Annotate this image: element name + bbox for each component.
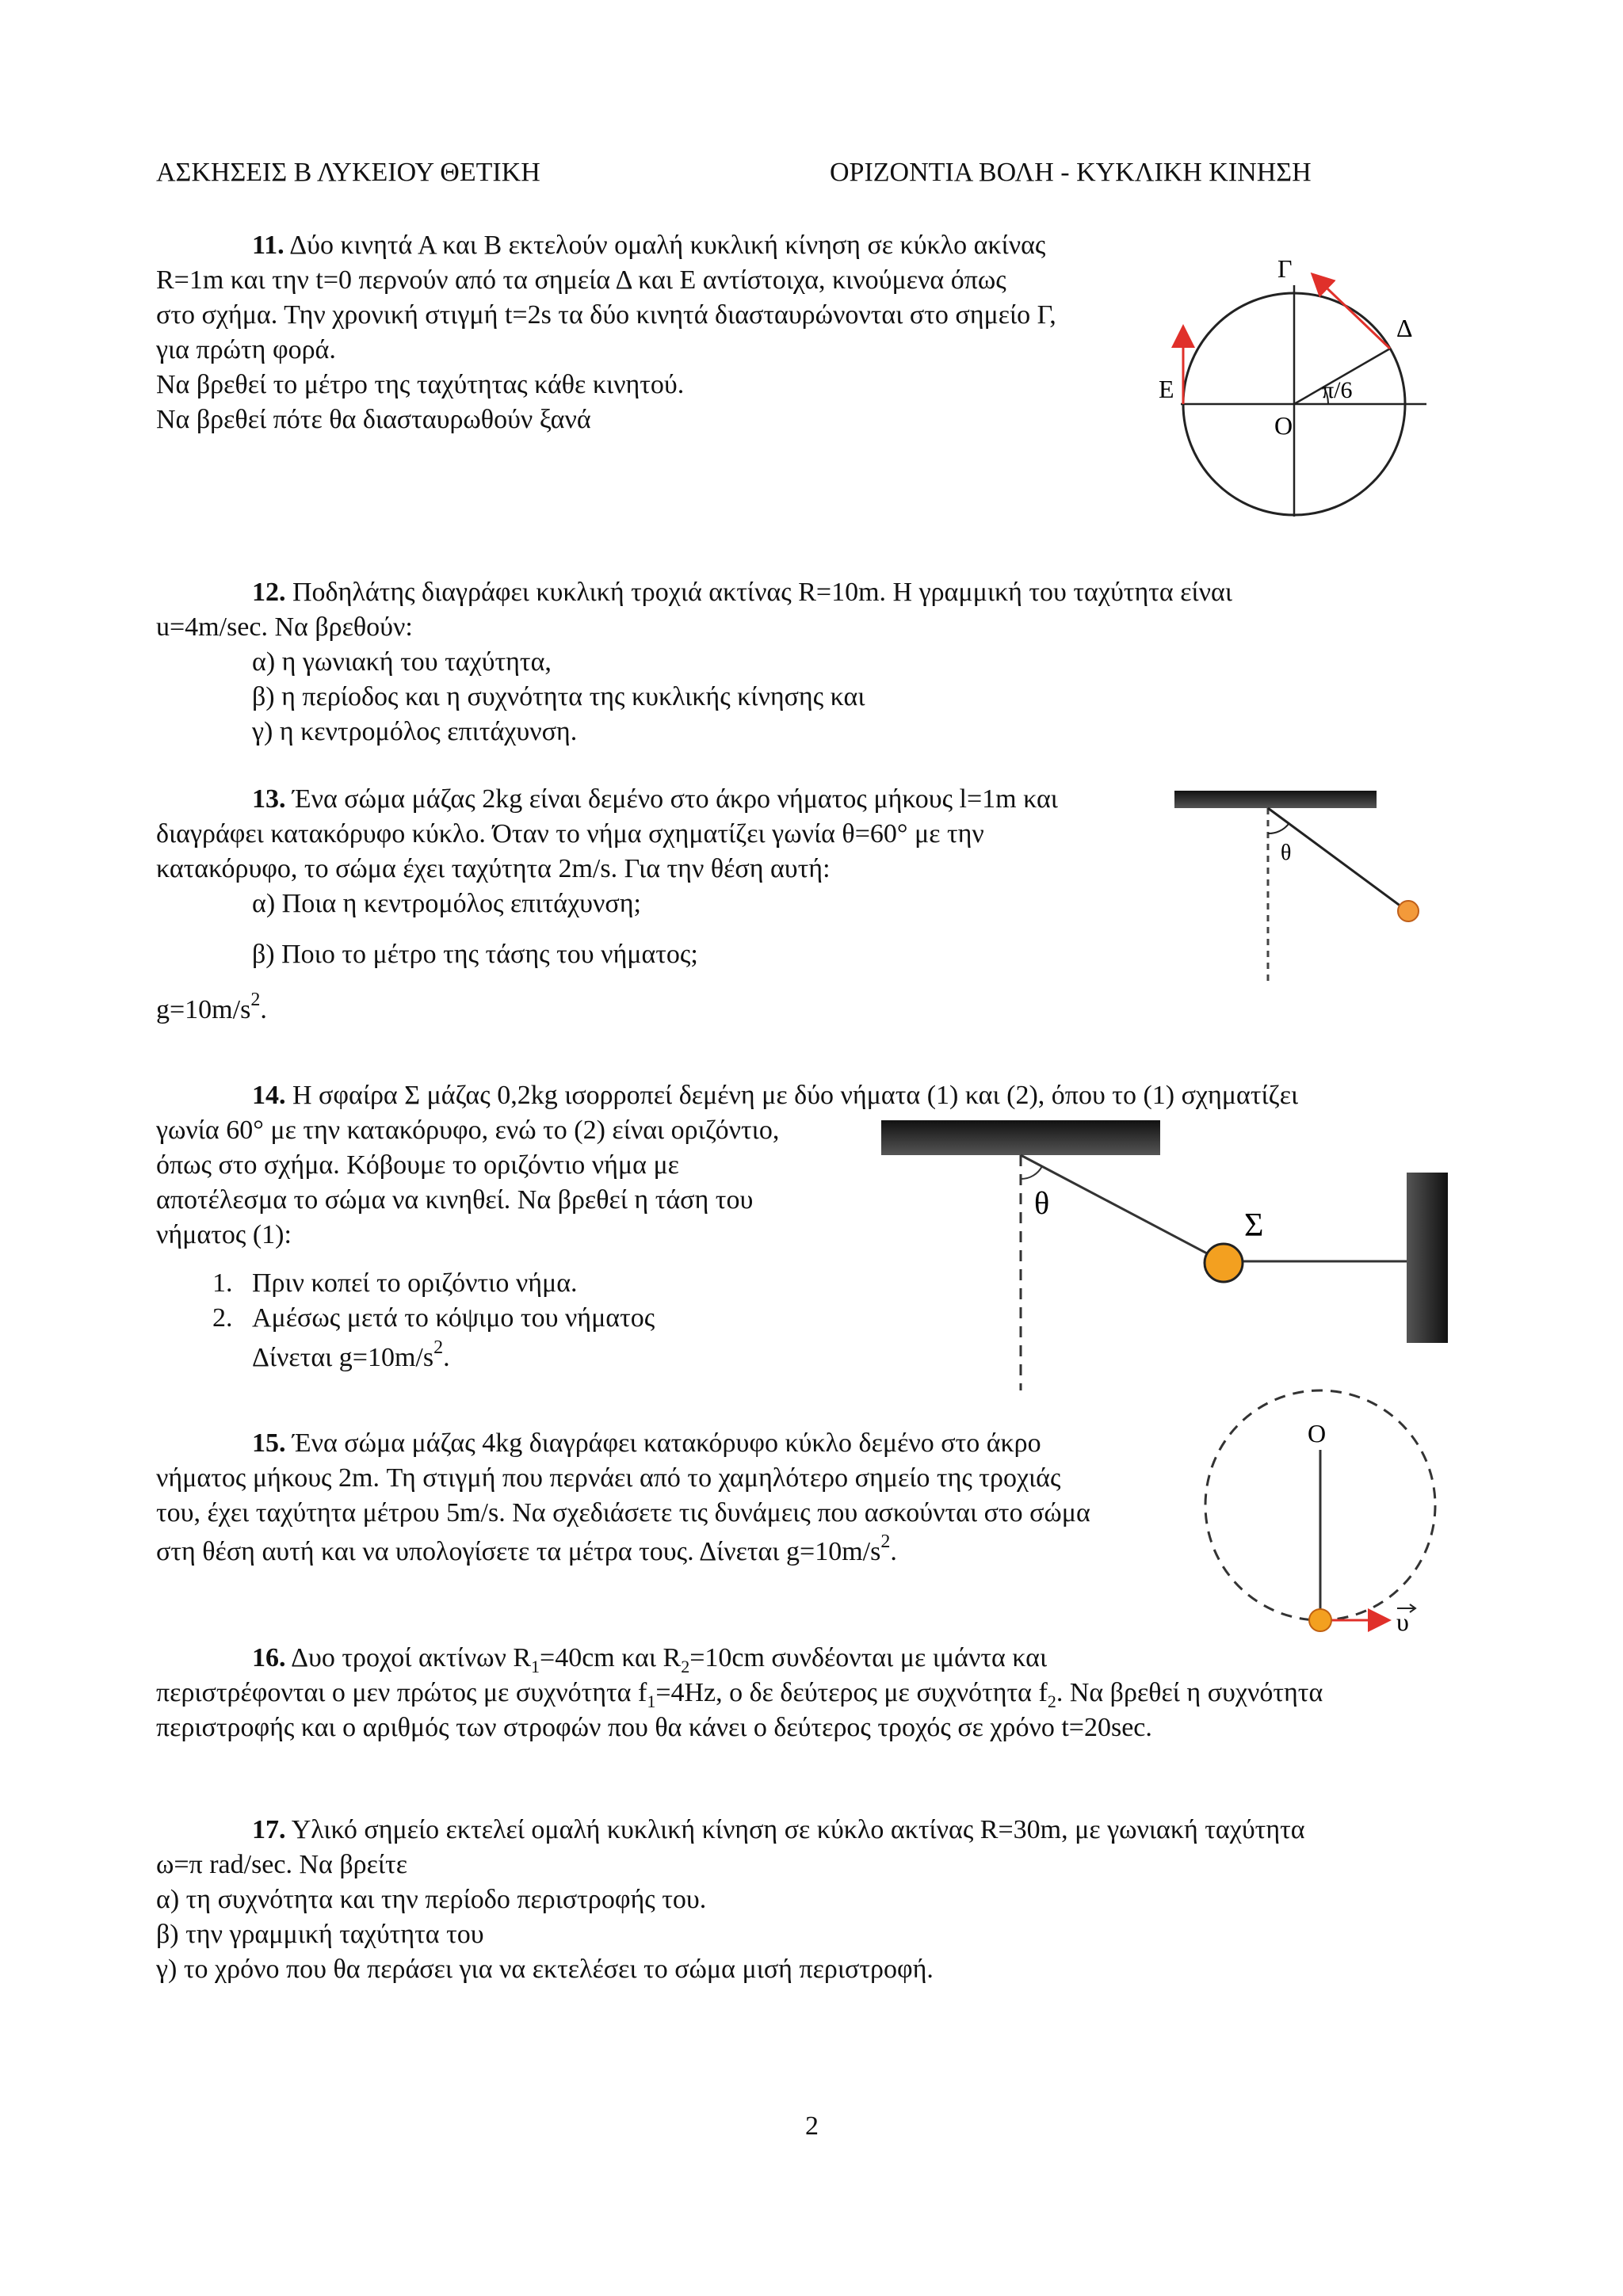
ex15-label-o: Ο: [1308, 1419, 1327, 1447]
ex11-line-3: στο σχήμα. Την χρονική στιγμή t=2s τα δύο κινητά διασταυρώνονται στο σημείο Γ,: [156, 300, 1056, 330]
ex15-vertical-circle-figure: [1189, 1379, 1450, 1640]
ex14-sigma-label: Σ: [1244, 1207, 1264, 1244]
ex14-given-g: Δίνεται $g=10m/s^2$.: [252, 1337, 450, 1372]
ex14-line-1: 14. Η σφαίρα Σ μάζας 0,2kg ισορροπεί δεμένη με δύο νήματα (1) και (2), όπου το (1) σχηματίζει: [252, 1081, 1299, 1110]
ex14-line-4: αποτέλεσμα το σώμα να κινηθεί. Να βρεθεί η τάση του: [156, 1185, 754, 1215]
ex11-number: 11.: [252, 231, 285, 260]
header-right: ΟΡΙΖΟΝΤΙΑ ΒΟΛΗ - ΚΥΚΛΙΚΗ ΚΙΝΗΣΗ: [830, 158, 1312, 187]
ex11-line-1: 11. Δύο κινητά Α και Β εκτελούν ομαλή κυκλική κίνηση σε κύκλο ακίνας: [252, 231, 1046, 260]
ex12-item-a: α) η γωνιακή του ταχύτητα,: [252, 647, 552, 677]
ex13-number: 13.: [252, 784, 286, 814]
ex14-line-2: γωνία 60° με την κατακόρυφο, ενώ το (2) είναι οριζόντιο,: [156, 1116, 780, 1145]
ex11-line-2: R=1m και την t=0 περνούν από τα σημεία Δ και Ε αντίστοιχα, κινούμενα όπως: [156, 265, 1006, 295]
ex11-line-6: Να βρεθεί πότε θα διασταυρωθούν ξανά: [156, 405, 591, 434]
ex13-theta-label: θ: [1281, 841, 1292, 865]
ex11-line-4: για πρώτη φορά.: [156, 335, 336, 364]
ex15-mass-ball: [1309, 1609, 1331, 1631]
ex16-number: 16.: [252, 1643, 286, 1672]
ex11-label-delta: Δ: [1396, 314, 1413, 342]
ex17-item-a: α) τη συχνότητα και την περίοδο περιστροφής του.: [156, 1885, 707, 1914]
ex17-item-c: γ) το χρόνο που θα περάσει για να εκτελέσει το σώμα μισή περιστροφή.: [156, 1955, 934, 1984]
ex13-given-g: $g=10m/s^2$.: [156, 989, 267, 1024]
ex14-line-3: όπως στο σχήμα. Κόβουμε το οριζόντιο νήμα με: [156, 1150, 679, 1180]
ex11-line-5: Να βρεθεί το μέτρο της ταχύτητας κάθε κινητού.: [156, 370, 685, 399]
ex15-line-4: στη θέση αυτή και να υπολογίσετε τα μέτρα τους. Δίνεται $g=10m/s^2$.: [156, 1531, 897, 1566]
ex12-number: 12.: [252, 578, 286, 607]
ex17-number: 17.: [252, 1815, 286, 1844]
ex12-item-c: γ) η κεντρομόλος επιτάχυνση.: [252, 717, 578, 746]
ex14-sphere-figure: [880, 1117, 1450, 1394]
ex16-line-1: 16. Δυο τροχοί ακτίνων $R_1=40cm$ και $R_2=10cm$ συνδέονται με ιμάντα και: [252, 1643, 1048, 1676]
ex13-pendulum-figure: [1173, 784, 1458, 990]
ex15-number: 15.: [252, 1428, 286, 1458]
ex11-label-epsilon: Ε: [1159, 375, 1174, 403]
ex13-line-3: κατακόρυφο, το σώμα έχει ταχύτητα 2m/s. Για την θέση αυτή:: [156, 854, 831, 883]
ex14-line-5: νήματος (1):: [156, 1220, 292, 1249]
ex11-label-o: Ο: [1274, 411, 1293, 440]
header-left: ΑΣΚΗΣΕΙΣ Β ΛΥΚΕΙΟΥ ΘΕΤΙΚΗ: [156, 158, 540, 187]
ex15-line-2: νήματος μήκους 2m. Τη στιγμή που περνάει από το χαμηλότερο σημείο της τροχιάς: [156, 1463, 1061, 1493]
ex17-line-2: ω=π rad/sec. Να βρείτε: [156, 1850, 407, 1879]
ex11-angle-label: π/6: [1322, 377, 1353, 403]
ex14-sphere-ball: [1205, 1244, 1243, 1282]
ex12-line-1: 12. Ποδηλάτης διαγράφει κυκλική τροχιά ακτίνας R=10m. Η γραμμική του ταχύτητα είναι: [252, 578, 1232, 607]
ex12-item-b: β) η περίοδος και η συχνότητα της κυκλικής κίνησης και: [252, 682, 865, 711]
ex13-line-2: διαγράφει κατακόρυφο κύκλο. Όταν το νήμα σχηματίζει γωνία θ=60° με την: [156, 819, 984, 849]
ex14-item-1: Πριν κοπεί το οριζόντιο νήμα.: [252, 1268, 578, 1298]
ex12-line-2: u=4m/sec. Να βρεθούν:: [156, 612, 413, 642]
ex14-theta-label: θ: [1034, 1185, 1050, 1221]
ex17-item-b: β) την γραμμική ταχύτητα του: [156, 1920, 484, 1949]
ex15-line-1: 15. Ένα σώμα μάζας 4kg διαγράφει κατακόρυφο κύκλο δεμένο στο άκρο: [252, 1428, 1041, 1458]
ex15-velocity-label: υ: [1396, 1608, 1409, 1636]
ex16-line-3: περιστροφής και ο αριθμός των στροφών που θα κάνει ο δεύτερος τροχός σε χρόνο t=20sec.: [156, 1713, 1152, 1742]
ex13-item-a: α) Ποια η κεντρομόλος επιτάχυνση;: [252, 889, 641, 918]
page-number: 2: [805, 2111, 819, 2141]
ex11-label-gamma: Γ: [1277, 254, 1293, 283]
ex13-item-b: β) Ποιο το μέτρο της τάσης του νήματος;: [252, 940, 698, 969]
ex14-item-2-number: 2.: [212, 1303, 233, 1333]
ex16-line-2: περιστρέφονται ο μεν πρώτος με συχνότητα $f_1=4Hz$, ο δε δεύτερος με συχνότητα $f_2$. Να βρεθεί η συχνότητα: [156, 1678, 1323, 1711]
ex14-item-2: Αμέσως μετά το κόψιμο του νήματος: [252, 1303, 655, 1333]
ex13-line-1: 13. Ένα σώμα μάζας 2kg είναι δεμένο στο άκρο νήματος μήκους l=1m και: [252, 784, 1058, 814]
ex11-circle-figure: [1149, 254, 1442, 523]
ex13-mass-ball: [1398, 901, 1419, 921]
ex15-line-3: του, έχει ταχύτητα μέτρου 5m/s. Να σχεδιάσετε τις δυνάμεις που ασκούνται στο σώμα: [156, 1498, 1090, 1527]
ex17-line-1: 17. Υλικό σημείο εκτελεί ομαλή κυκλική κίνηση σε κύκλο ακτίνας R=30m, με γωνιακή ταχύτητα: [252, 1815, 1305, 1844]
ex14-item-1-number: 1.: [212, 1268, 233, 1298]
ex14-number: 14.: [252, 1081, 286, 1110]
